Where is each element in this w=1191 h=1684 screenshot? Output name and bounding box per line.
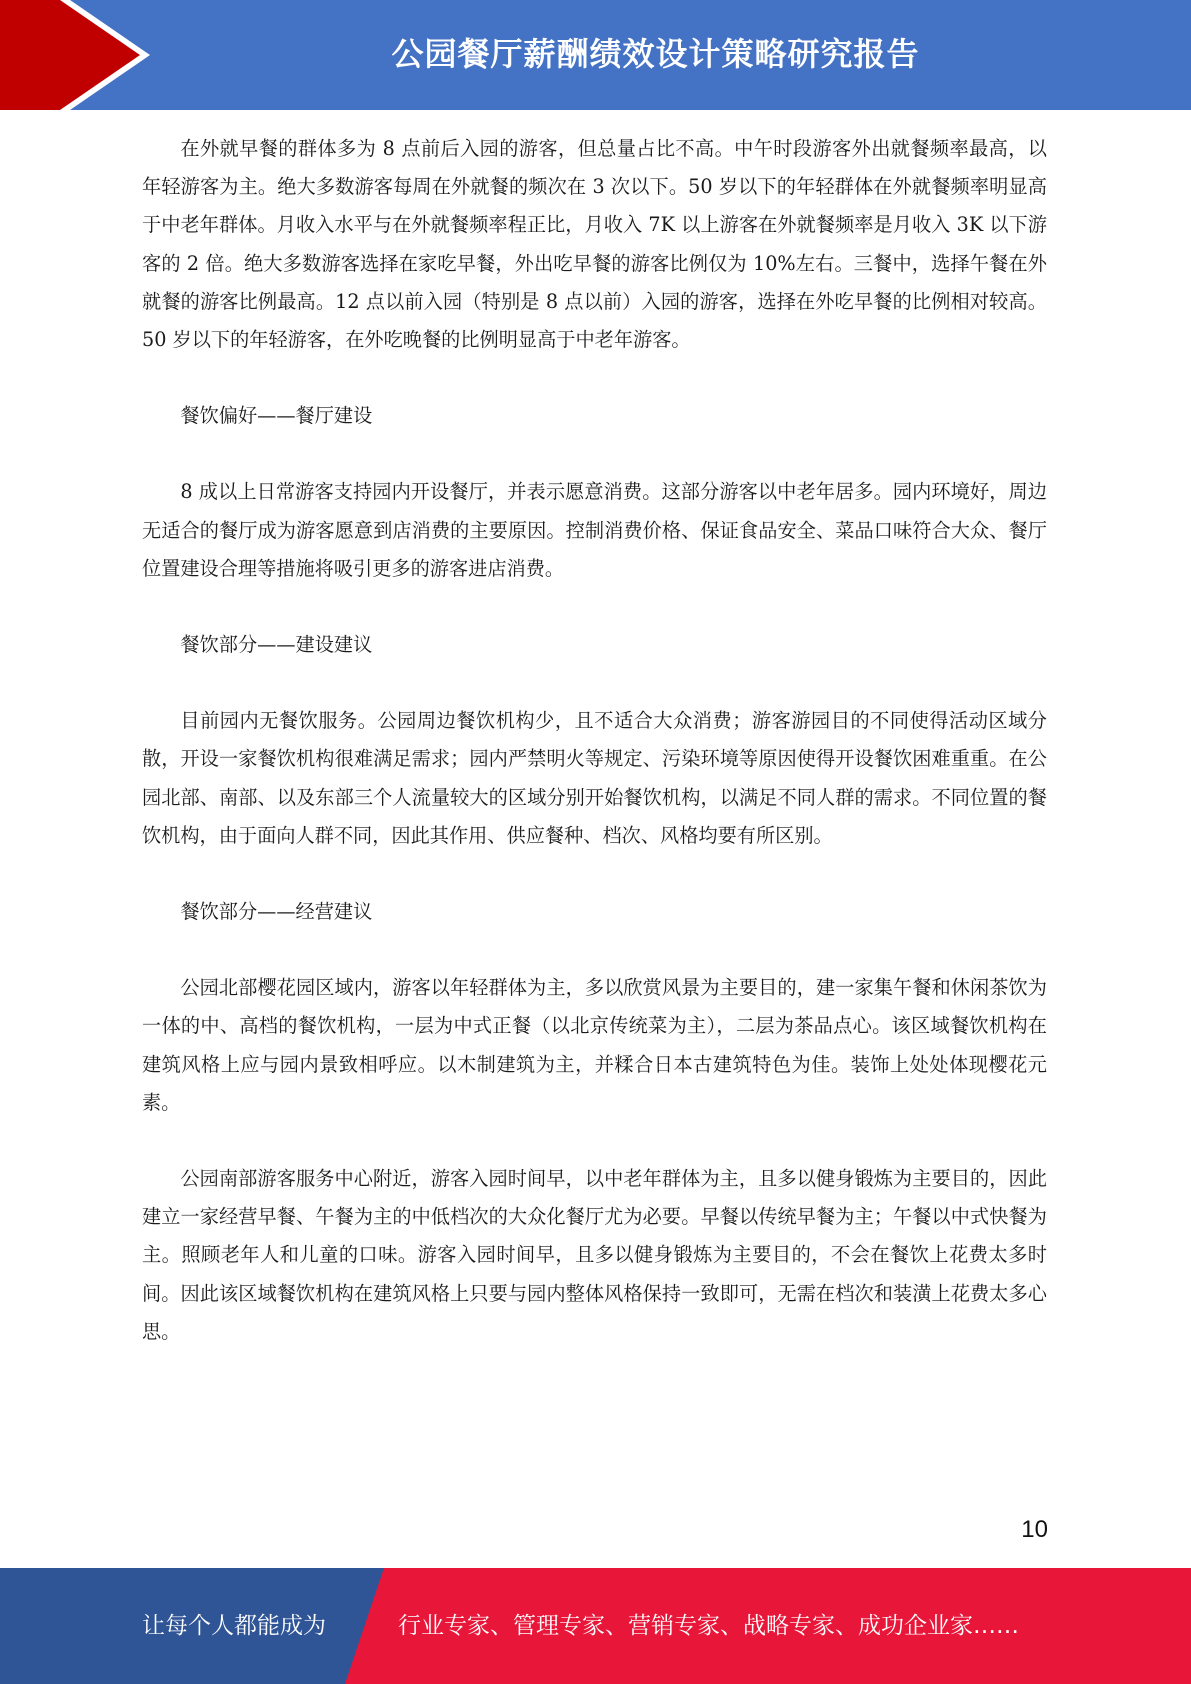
section-heading-operation-advice: 餐饮部分——经营建议 [180,900,373,924]
paragraph-breakfast-habits: 在外就早餐的群体多为 8 点前后入园的游客，但总量占比不高。中午时段游客外出就餐频率最高，以年轻游客为主。绝大多数游客每周在外就餐的频次在 3 次以下。50 岁以下的年轻群体在外就餐频率明显高于中老年群体。月收入水平与在外就餐频率程正比，月收入 7K 以上游客在外就餐频率是月收入 3K 以下游客的 2 倍。绝大多数游客选择在家吃早餐，外出吃早餐的游客比例仅为 10%左右。三餐中，选择午餐在外就餐的游客比例最高。12 点以前入园（特别是 8 点以前）入园的游客，选择在外吃早餐的比例相对较高。50 岁以下的年轻游客，在外吃晚餐的比例明显高于中老年游客。 [142,137,1047,352]
page-header [0,0,1191,110]
paragraph-south-area: 公园南部游客服务中心附近，游客入园时间早，以中老年群体为主，且多以健身锻炼为主要目的，因此建立一家经营早餐、午餐为主的中低档次的大众化餐厅尤为必要。早餐以传统早餐为主；午餐以中式快餐为主。照顾老年人和儿童的口味。游客入园时间早，且多以健身锻炼为主要目的，不会在餐饮上花费太多时间。因此该区域餐饮机构在建筑风格上只要与园内整体风格保持一致即可，无需在档次和装潢上花费太多心思。 [142,1167,1047,1343]
section-heading-restaurant-construction: 餐饮偏好——餐厅建设 [180,404,373,428]
paragraph-current-service: 目前园内无餐饮服务。公园周边餐饮机构少，且不适合大众消费；游客游园目的不同使得活动区域分散，开设一家餐饮机构很难满足需求；园内严禁明火等规定、污染环境等原因使得开设餐饮困难重重。在公园北部、南部、以及东部三个人流量较大的区域分别开始餐饮机构，以满足不同人群的需求。不同位置的餐饮机构，由于面向人群不同，因此其作用、供应餐种、档次、风格均要有所区别。 [142,709,1047,847]
header-arrow-icon [0,0,160,110]
section-heading-construction-advice: 餐饮部分——建设建议 [180,633,373,657]
main-content [142,130,1047,1351]
footer-slogan-roles: 行业专家、管理专家、营销专家、战略专家、成功企业家…… [398,1613,1019,1639]
footer-slogan-lead: 让每个人都能成为 [142,1613,326,1639]
report-title: 公园餐厅薪酬绩效设计策略研究报告 [391,35,920,73]
page-footer [0,1568,1191,1684]
page-number: 10 [1021,1516,1048,1543]
paragraph-north-area: 公园北部樱花园区域内，游客以年轻群体为主，多以欣赏风景为主要目的，建一家集午餐和休闲茶饮为一体的中、高档的餐饮机构，一层为中式正餐（以北京传统菜为主），二层为茶品点心。该区域餐饮机构在建筑风格上应与园内景致相呼应。以木制建筑为主，并糅合日本古建筑特色为佳。装饰上处处体现樱花元素。 [142,976,1047,1114]
paragraph-restaurant-support: 8 成以上日常游客支持园内开设餐厅，并表示愿意消费。这部分游客以中老年居多。园内环境好，周边无适合的餐厅成为游客愿意到店消费的主要原因。控制消费价格、保证食品安全、菜品口味符合大众、餐厅位置建设合理等措施将吸引更多的游客进店消费。 [142,480,1047,580]
